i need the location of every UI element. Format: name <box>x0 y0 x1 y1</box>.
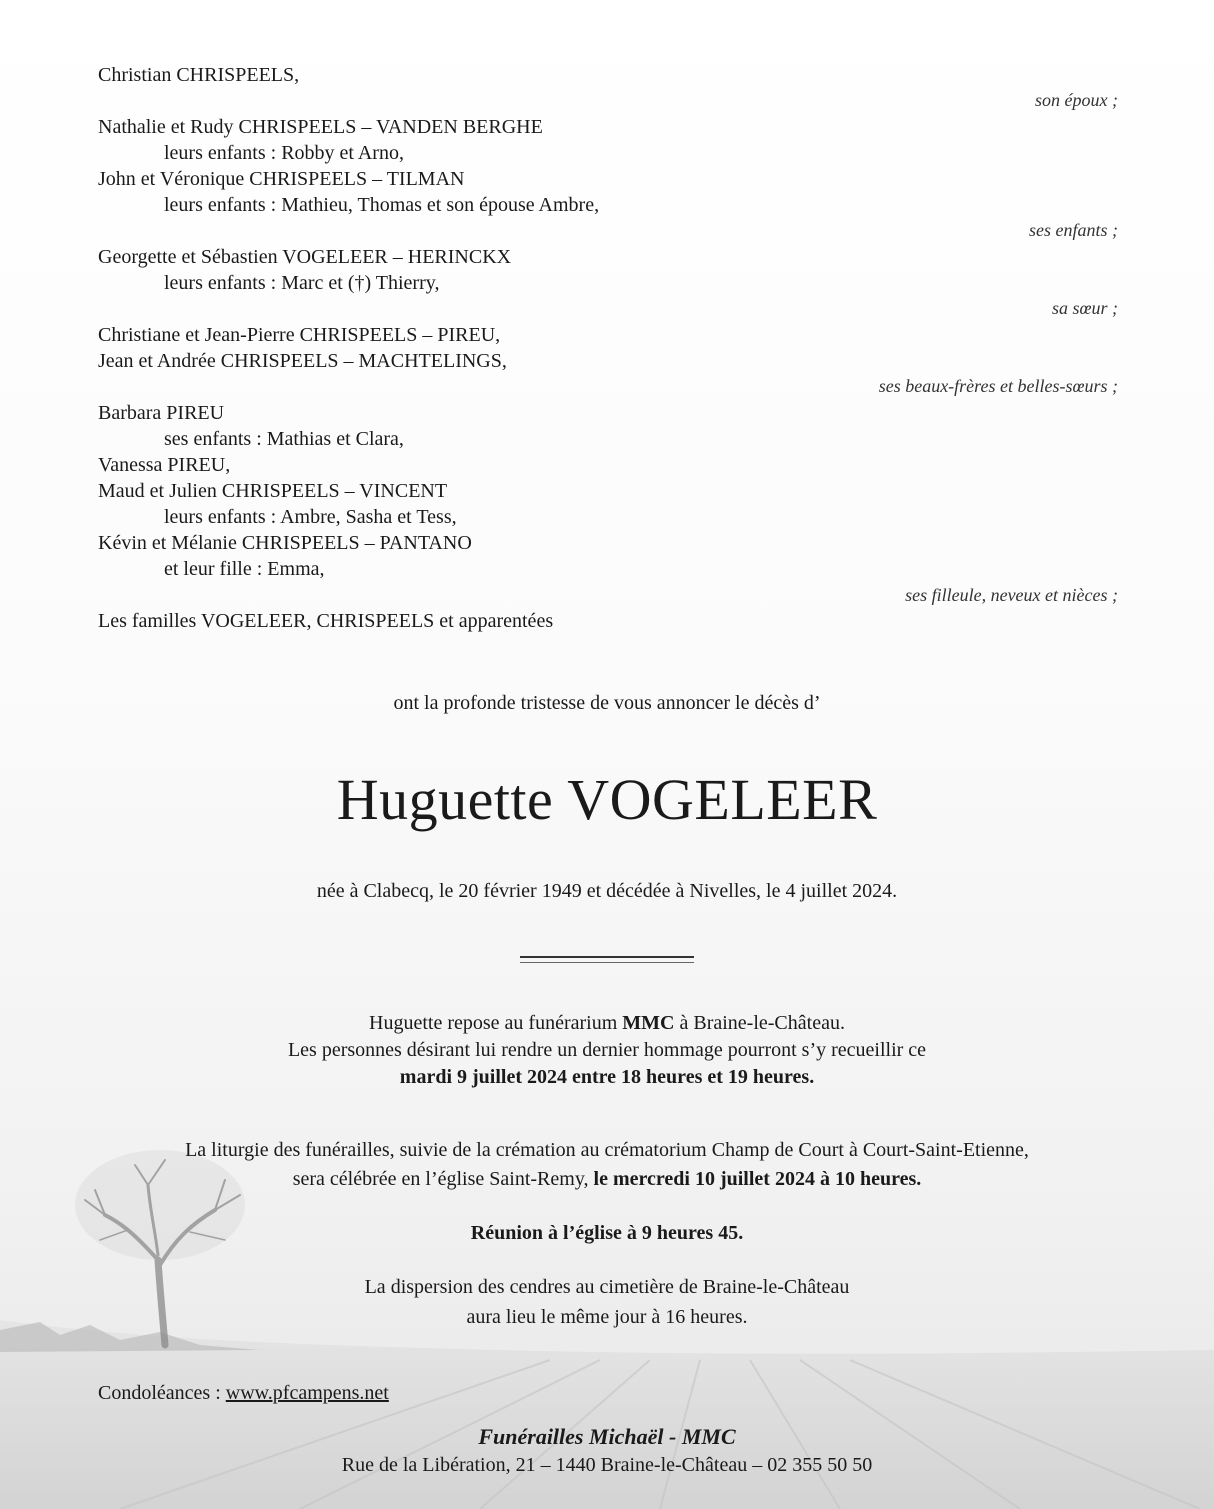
family-line: John et Véronique CHRISPEELS – TILMAN <box>98 168 465 190</box>
family-line: Vanessa PIREU, <box>98 454 231 476</box>
deceased-name: Huguette VOGELEER <box>336 767 878 832</box>
separator-line <box>520 956 694 963</box>
birth-death-dates: née à Clabecq, le 20 février 1949 et décédée à Nivelles, le 4 juillet 2024. <box>316 880 898 902</box>
family-line: Georgette et Sébastien VOGELEER – HERINCKX <box>98 246 512 268</box>
family-line: Maud et Julien CHRISPEELS – VINCENT <box>98 480 448 502</box>
funeral-line-1: La liturgie des funérailles, suivie de la crémation au crématorium Champ de Court à Court-Saint-Etienne, <box>185 1139 1029 1161</box>
visitation-time: mardi 9 juillet 2024 entre 18 heures et 19 heures. <box>399 1066 815 1088</box>
funeral-datetime: le mercredi 10 juillet 2024 à 10 heures. <box>593 1168 922 1190</box>
inlaws-block <box>98 322 507 374</box>
sister-role: sa sœur ; <box>1051 298 1118 318</box>
family-line: Barbara PIREU <box>98 402 225 424</box>
nephews-block <box>98 400 472 582</box>
sister-block <box>98 244 511 296</box>
family-line: Nathalie et Rudy CHRISPEELS – VANDEN BERGHE <box>98 116 543 138</box>
dispersion-line-1: La dispersion des cendres au cimetière de Braine-le-Château <box>364 1276 850 1298</box>
dispersion-line-2: aura lieu le même jour à 16 heures. <box>466 1306 748 1328</box>
visitation-block <box>0 1010 1214 1091</box>
family-line: leurs enfants : Ambre, Sasha et Tess, <box>164 506 457 528</box>
nephews-role: ses filleule, neveux et nièces ; <box>905 585 1118 605</box>
visitation-line-2: Les personnes désirant lui rendre un dernier hommage pourront s’y recueillir ce <box>287 1039 927 1061</box>
family-line: et leur fille : Emma, <box>164 558 325 580</box>
children-role: ses enfants ; <box>1029 220 1118 240</box>
inlaws-role: ses beaux-frères et belles-sœurs ; <box>878 376 1118 396</box>
funeral-line-2: sera célébrée en l’église Saint-Remy, le mercredi 10 juillet 2024 à 10 heures. <box>292 1168 922 1190</box>
spouse-role: son époux ; <box>1035 90 1118 110</box>
church-meeting: Réunion à l’église à 9 heures 45. <box>470 1222 744 1244</box>
condolences-line <box>98 1380 389 1407</box>
family-line: Kévin et Mélanie CHRISPEELS – PANTANO <box>98 532 472 554</box>
announcement-intro: ont la profonde tristesse de vous annoncer le décès d’ <box>393 692 821 714</box>
funerarium-name: MMC <box>622 1012 675 1034</box>
family-line: leurs enfants : Marc et (†) Thierry, <box>164 272 440 294</box>
funeral-company-address: Rue de la Libération, 21 – 1440 Braine-le-Château – 02 355 50 50 <box>341 1454 873 1476</box>
family-line: leurs enfants : Robby et Arno, <box>164 142 404 164</box>
condolences-label: Condoléances : <box>98 1382 226 1404</box>
families-line: Les familles VOGELEER, CHRISPEELS et apparentées <box>98 610 554 632</box>
family-line: leurs enfants : Mathieu, Thomas et son épouse Ambre, <box>164 194 600 216</box>
funeral-company-name: Funérailles Michaël - MMC <box>478 1424 736 1449</box>
spouse-line: Christian CHRISPEELS, <box>98 64 300 86</box>
visitation-line-1: Huguette repose au funérarium MMC à Braine-le-Château. <box>369 1012 845 1034</box>
children-block <box>98 114 599 218</box>
family-line: ses enfants : Mathias et Clara, <box>164 428 404 450</box>
family-line: Christiane et Jean-Pierre CHRISPEELS – PIREU, <box>98 324 501 346</box>
condolences-link[interactable]: www.pfcampens.net <box>225 1382 389 1404</box>
family-line: Jean et Andrée CHRISPEELS – MACHTELINGS, <box>98 350 507 372</box>
